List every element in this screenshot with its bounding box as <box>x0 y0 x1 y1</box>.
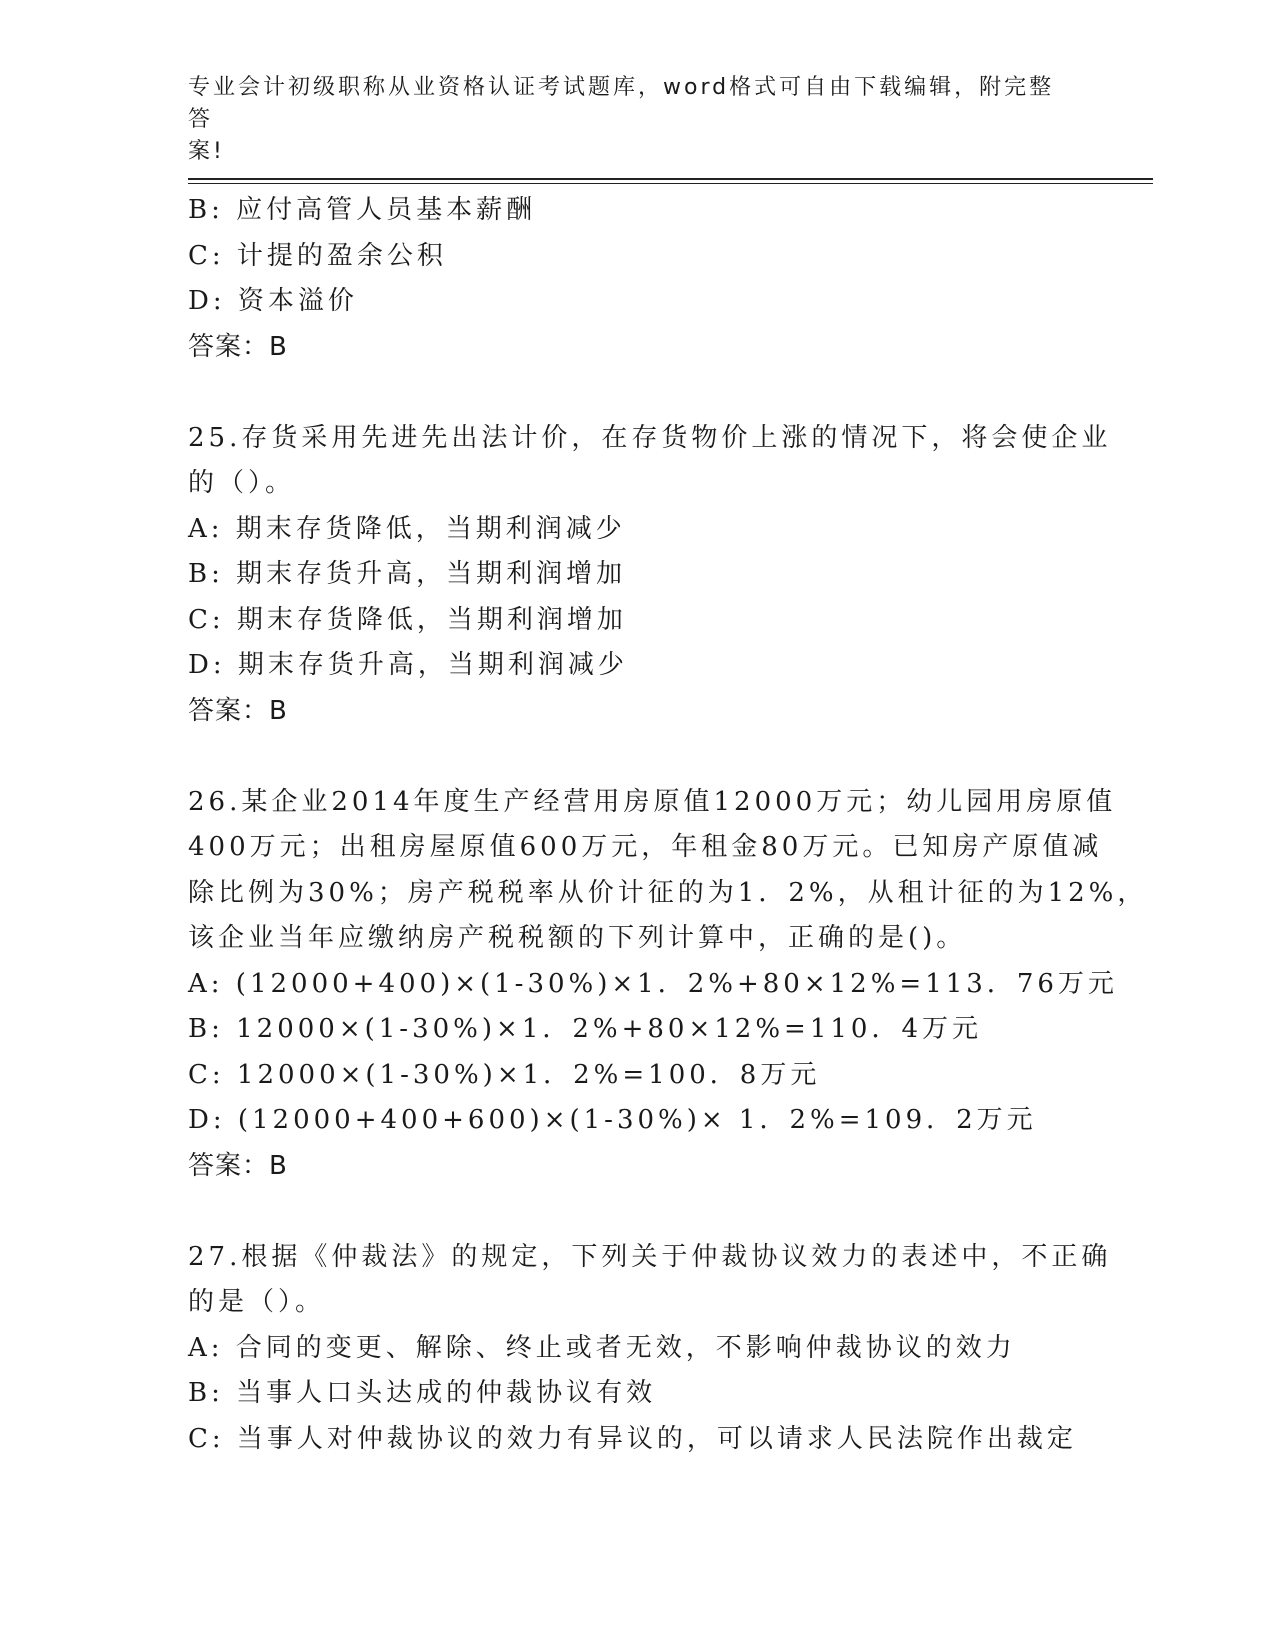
q25-option-b: B: 期末存货升高，当期利润增加 <box>188 559 627 589</box>
header-line-1: 专业会计初级职称从业资格认证考试题库，word格式可自由下载编辑，附完整答 <box>188 75 1055 132</box>
q27-stem-line-2: 的是（）。 <box>188 1287 326 1317</box>
q24-option-c: C: 计提的盈余公积 <box>188 240 447 271</box>
spacer <box>188 370 1088 416</box>
q24-option-b: B: 应付高管人员基本薪酬 <box>188 195 537 225</box>
q25-stem-line-2: 的（）。 <box>188 468 296 498</box>
q27-stem-line-1: 27.根据《仲裁法》的规定，下列关于仲裁协议效力的表述中，不正确 <box>188 1241 1112 1272</box>
header-rule-thick <box>188 178 1153 180</box>
q25-option-d: D: 期末存货升高，当期利润减少 <box>188 650 628 680</box>
q26-stem-line-1: 26.某企业2014年度生产经营用房原值12000万元；幼儿园用房原值 <box>188 786 1117 817</box>
header-rule-thin <box>188 183 1153 184</box>
q25-stem-line-1: 25.存货采用先进先出法计价，在存货物价上涨的情况下，将会使企业 <box>188 422 1112 453</box>
q26-option-d: D: (12000+400+600)×(1-30%)× 1．2%=109．2万元 <box>188 1105 1037 1135</box>
q26-option-c: C: 12000×(1-30%)×1．2%=100．8万元 <box>188 1059 821 1090</box>
q27-option-c: C: 当事人对仲裁协议的效力有异议的，可以请求人民法院作出裁定 <box>188 1423 1077 1454</box>
spacer <box>188 1189 1088 1235</box>
q26-stem-line-2: 400万元；出租房屋原值600万元，年租金80万元。已知房产原值减 <box>188 832 1103 862</box>
q24-option-d: D: 资本溢价 <box>188 286 358 316</box>
question-content <box>188 188 1148 1462</box>
q24-answer: 答案：B <box>188 331 288 362</box>
spacer <box>188 734 1088 780</box>
q26-stem-line-4: 该企业当年应缴纳房产税税额的下列计算中，正确的是()。 <box>188 923 967 953</box>
q26-stem-line-3: 除比例为30%；房产税税率从价计征的为1．2%，从租计征的为12%， <box>188 877 1148 908</box>
q27-option-a: A: 合同的变更、解除、终止或者无效，不影响仲裁协议的效力 <box>188 1332 1016 1363</box>
page-header <box>188 72 1068 168</box>
header-line-2: 案! <box>188 139 225 164</box>
q27-option-b: B: 当事人口头达成的仲裁协议有效 <box>188 1378 657 1408</box>
question-26 <box>188 780 1148 1190</box>
q25-answer: 答案：B <box>188 695 288 726</box>
question-25 <box>188 416 1112 735</box>
q26-answer: 答案：B <box>188 1150 288 1181</box>
q25-option-c: C: 期末存货降低，当期利润增加 <box>188 604 627 635</box>
q26-option-a: A: (12000+400)×(1-30%)×1．2%+80×12%=113．76万元 <box>188 968 1118 999</box>
q25-option-a: A: 期末存货降低，当期利润减少 <box>188 513 626 544</box>
q26-option-b: B: 12000×(1-30%)×1．2%+80×12%=110．4万元 <box>188 1014 983 1044</box>
question-27 <box>188 1235 1112 1463</box>
question-24-tail <box>188 188 1088 370</box>
